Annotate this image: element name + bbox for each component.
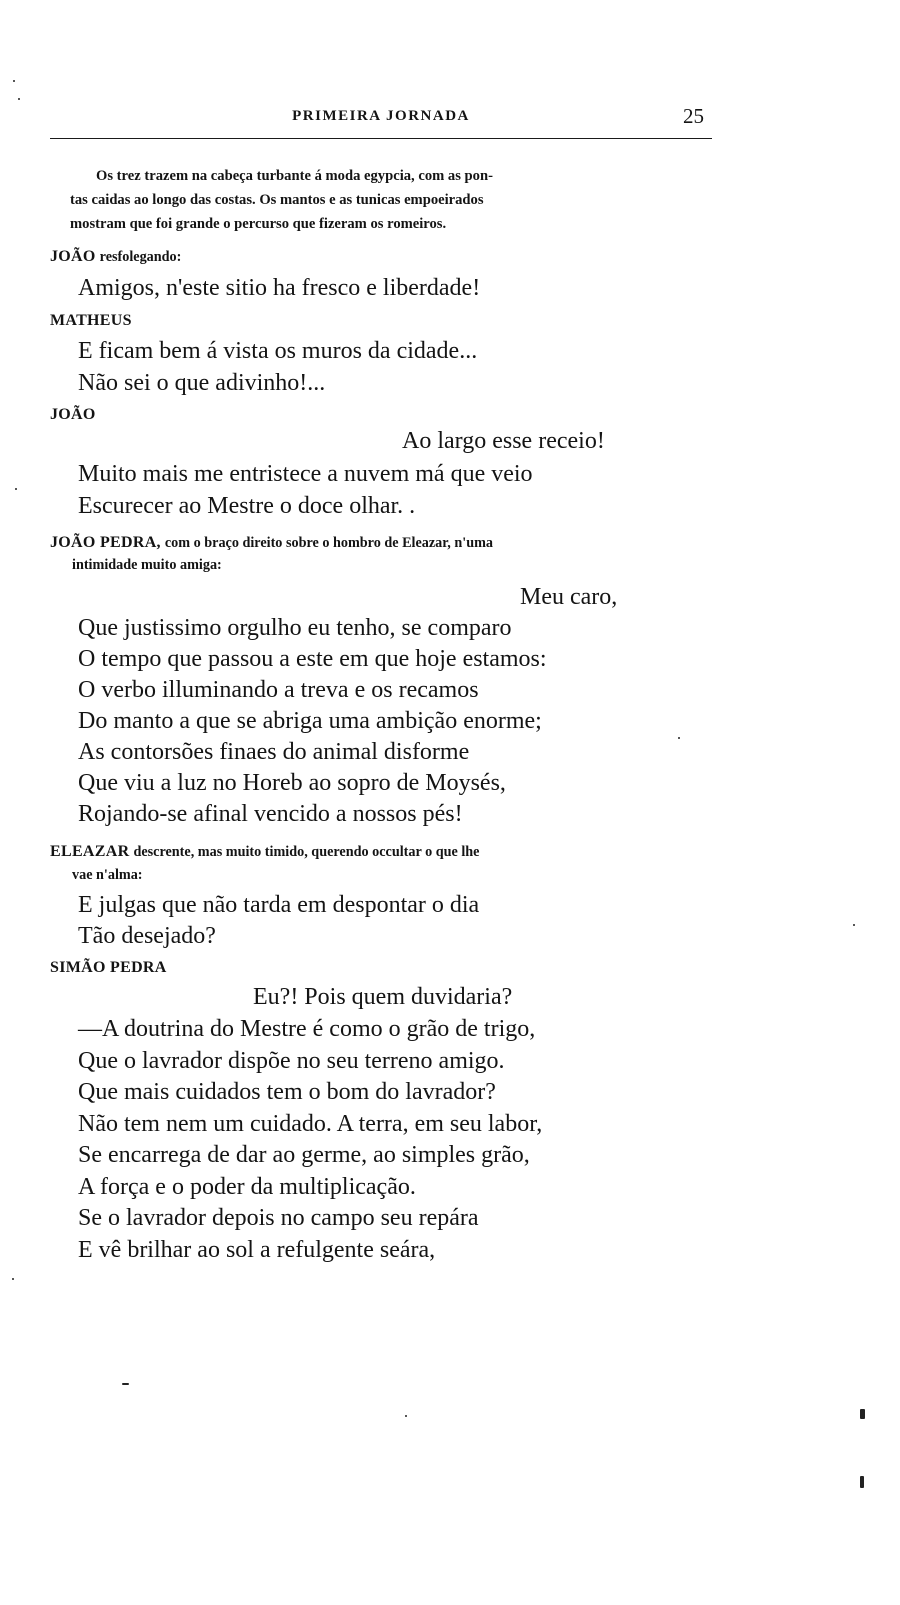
speaker-heading — [50, 406, 96, 424]
verse-line: Se encarrega de dar ao germe, ao simples grão, — [78, 1142, 530, 1168]
verse-line: E julgas que não tarda em despontar o dia — [78, 892, 480, 918]
verse-line: Do manto a que se abriga uma ambição enorme; — [78, 708, 542, 734]
verse-line: E ficam bem á vista os muros da cidade... — [78, 338, 478, 364]
verse-line: Não tem nem um cuidado. A terra, em seu labor, — [78, 1111, 543, 1137]
verse-line: Que justissimo orgulho eu tenho, se comparo — [78, 615, 512, 641]
speaker-direction-cont: vae n'alma: — [72, 867, 143, 883]
verse-line: Que viu a luz no Horeb ao sopro de Moysés, — [78, 770, 506, 796]
speaker-direction: com o braço direito sobre o hombro de Eleazar, n'uma — [164, 535, 493, 551]
scan-speck — [678, 737, 680, 739]
verse-line: O tempo que passou a este em que hoje estamos: — [78, 646, 547, 672]
running-title: PRIMEIRA JORNADA — [292, 108, 470, 124]
speaker-name: MATHEUS — [50, 312, 132, 329]
verse-line: As contorsões finaes do animal disforme — [78, 739, 470, 765]
scan-speck — [13, 80, 15, 82]
verse-line: Ao largo esse receio! — [402, 428, 605, 454]
verse-line: Rojando-se afinal vencido a nossos pés! — [78, 801, 463, 827]
speaker-heading — [50, 534, 493, 552]
verse-line: Que mais cuidados tem o bom do lavrador? — [78, 1079, 496, 1105]
stage-direction-line: tas caidas ao longo das costas. Os mantos e as tunicas empoeirados — [70, 192, 484, 208]
scan-speck — [122, 1383, 129, 1385]
speaker-heading — [50, 312, 132, 330]
verse-line: Escurecer ao Mestre o doce olhar. . — [78, 493, 416, 519]
scan-speck — [860, 1476, 864, 1488]
verse-line: Se o lavrador depois no campo seu repára — [78, 1205, 479, 1231]
verse-line: Amigos, n'este sitio ha fresco e liberdade! — [78, 275, 481, 301]
scan-speck — [853, 924, 855, 926]
speaker-name: JOÃO — [50, 406, 96, 423]
scan-speck — [15, 488, 17, 490]
stage-direction-line: mostram que foi grande o percurso que fizeram os romeiros. — [70, 216, 447, 232]
verse-line: Que o lavrador dispõe no seu terreno amigo. — [78, 1048, 505, 1074]
speaker-direction: descrente, mas muito timido, querendo occultar o que lhe — [133, 844, 480, 860]
verse-line: Tão desejado? — [78, 923, 216, 949]
speaker-name: ELEAZAR — [50, 843, 130, 860]
scan-speck — [18, 98, 20, 100]
speaker-direction-cont: intimidade muito amiga: — [72, 557, 222, 573]
page-number: 25 — [683, 104, 704, 128]
page-header — [50, 106, 712, 136]
speaker-heading — [50, 843, 479, 861]
header-rule — [50, 138, 712, 139]
speaker-direction: resfolegando: — [99, 249, 182, 265]
verse-line: Não sei o que adivinho!... — [78, 370, 326, 396]
verse-line: —A doutrina do Mestre é como o grão de trigo, — [78, 1016, 536, 1042]
scan-speck — [860, 1409, 865, 1419]
verse-line: Muito mais me entristece a nuvem má que veio — [78, 461, 533, 487]
verse-line: O verbo illuminando a treva e os recamos — [78, 677, 479, 703]
speaker-heading — [50, 248, 181, 266]
verse-line: E vê brilhar ao sol a refulgente seára, — [78, 1237, 436, 1263]
scan-speck — [405, 1415, 407, 1417]
speaker-name: JOÃO PEDRA, — [50, 534, 161, 551]
speaker-name: JOÃO — [50, 248, 96, 265]
scan-speck — [12, 1278, 14, 1280]
verse-line: Eu?! Pois quem duvidaria? — [253, 984, 513, 1010]
speaker-name: SIMÃO PEDRA — [50, 959, 167, 976]
stage-direction-line: Os trez trazem na cabeça turbante á moda egypcia, com as pon- — [96, 168, 493, 184]
verse-line: Meu caro, — [520, 584, 618, 610]
speaker-heading — [50, 959, 167, 977]
verse-line: A força e o poder da multiplicação. — [78, 1174, 416, 1200]
